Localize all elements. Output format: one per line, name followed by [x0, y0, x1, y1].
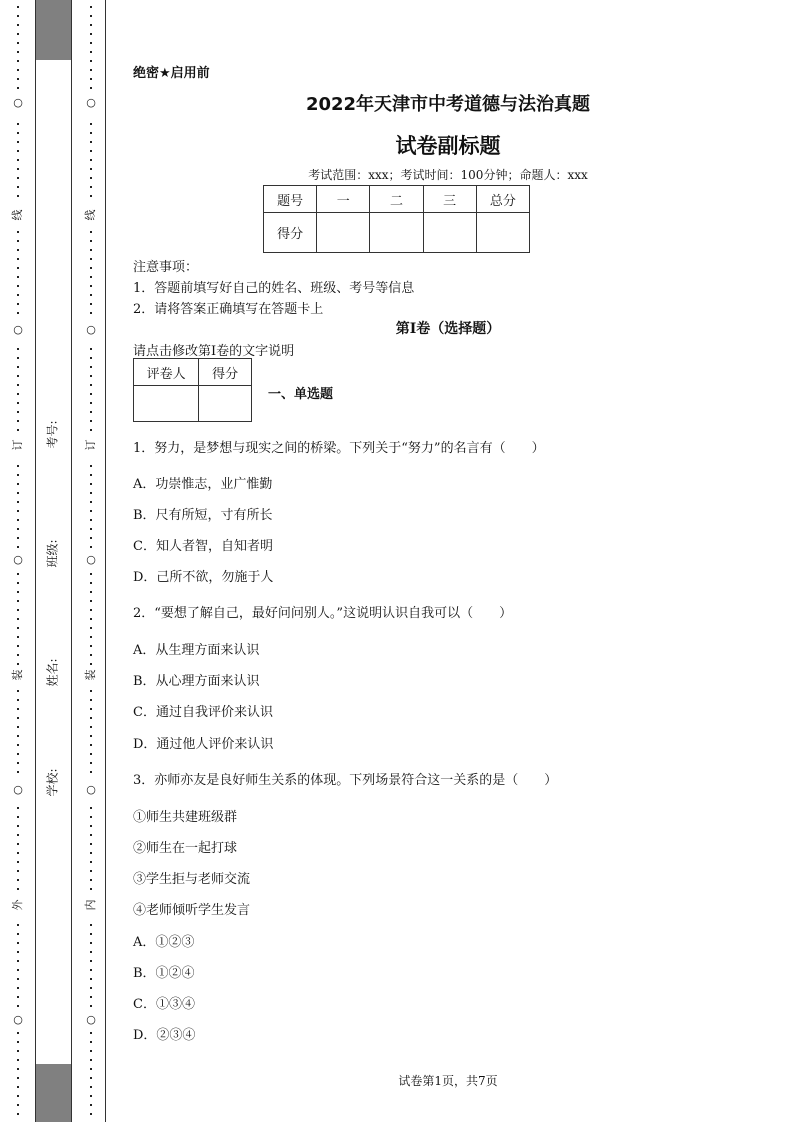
binding-dot [90, 852, 92, 854]
binding-dot [90, 483, 92, 485]
binding-dot [17, 411, 19, 413]
binding-dot [17, 402, 19, 404]
binding-dot [17, 690, 19, 692]
binding-dot [17, 465, 19, 467]
binding-dot [90, 33, 92, 35]
answer-option[interactable]: D．己所不欲，勿施于人 [133, 570, 274, 585]
binding-dot [90, 645, 92, 647]
binding-dot [17, 933, 19, 935]
binding-dot [90, 501, 92, 503]
binding-dot [17, 1113, 19, 1115]
section-heading: 一、单选题 [268, 387, 334, 402]
binding-dot [90, 960, 92, 962]
field-class: 班级: [45, 539, 60, 568]
binding-dot [17, 519, 19, 521]
binding-dot [90, 258, 92, 260]
binding-dot [17, 510, 19, 512]
binding-dot [17, 951, 19, 953]
binding-dot [17, 420, 19, 422]
binding-dot [17, 429, 19, 431]
binding-dot [90, 366, 92, 368]
binding-dot [90, 942, 92, 944]
binding-dot [90, 402, 92, 404]
binding-dot [17, 42, 19, 44]
binding-dot [17, 861, 19, 863]
binding-dot [90, 753, 92, 755]
field-name: 姓名: [45, 658, 60, 687]
inner-binding-mark: ○ [86, 1013, 96, 1026]
binding-dot [90, 816, 92, 818]
field-school: 学校: [45, 768, 60, 797]
binding-dot [17, 78, 19, 80]
binding-dot [17, 186, 19, 188]
exam-subtitle: 试卷副标题 [395, 134, 501, 158]
binding-dot [90, 699, 92, 701]
binding-dot [90, 267, 92, 269]
binding-dot [17, 870, 19, 872]
field-exam-number: 考号: [45, 420, 60, 449]
binding-dot [17, 240, 19, 242]
binding-dot [17, 807, 19, 809]
answer-option[interactable]: D．②③④ [133, 1028, 196, 1043]
answer-option[interactable]: B．从心理方面来认识 [133, 674, 260, 689]
binding-dot [90, 348, 92, 350]
binding-dot [90, 870, 92, 872]
score-row-label: 得分 [264, 213, 317, 253]
binding-dot [17, 753, 19, 755]
binding-dot [90, 690, 92, 692]
question-item: ④老师倾听学生发言 [133, 903, 251, 918]
binding-dot [17, 960, 19, 962]
binding-dot [17, 726, 19, 728]
binding-dot [17, 618, 19, 620]
binding-dot [90, 807, 92, 809]
binding-dot [90, 1059, 92, 1061]
binding-dot [17, 492, 19, 494]
binding-dot [90, 78, 92, 80]
answer-option[interactable]: D．通过他人评价来认识 [133, 737, 274, 752]
binding-dot [90, 312, 92, 314]
binding-dot [17, 15, 19, 17]
binding-dot [90, 582, 92, 584]
grader-cell[interactable] [134, 386, 199, 422]
binding-dot [17, 888, 19, 890]
binding-dot [90, 726, 92, 728]
binding-dot [90, 429, 92, 431]
answer-option[interactable]: A．①②③ [133, 935, 195, 950]
binding-dot [17, 1050, 19, 1052]
binding-dot [17, 852, 19, 854]
answer-option[interactable]: A．功崇惟志，业广惟勤 [133, 477, 273, 492]
binding-dot [17, 699, 19, 701]
binding-dot [17, 528, 19, 530]
binding-dot [17, 636, 19, 638]
inner-binding-mark: ○ [86, 323, 96, 336]
binding-dot [90, 465, 92, 467]
binding-dot [17, 1104, 19, 1106]
binding-dot [17, 762, 19, 764]
binding-dot [90, 708, 92, 710]
binding-dot [90, 537, 92, 539]
binding-dot [90, 609, 92, 611]
score-header-cell: 三 [423, 186, 476, 213]
binding-dot [90, 663, 92, 665]
binding-dot [17, 483, 19, 485]
binding-dot [90, 825, 92, 827]
binding-dot [17, 69, 19, 71]
binding-dot [90, 987, 92, 989]
binding-dot [17, 6, 19, 8]
binding-dot [17, 645, 19, 647]
binding-dot [17, 609, 19, 611]
question-stem: 2．“要想了解自己，最好问问别人。”这说明认识自我可以（ ） [133, 606, 513, 621]
exam-title: 2022年天津市中考道德与法治真题 [305, 94, 591, 115]
binding-dot [17, 60, 19, 62]
binding-dot [17, 1032, 19, 1034]
binding-dot [17, 312, 19, 314]
binding-dot [90, 1005, 92, 1007]
binding-dot [17, 717, 19, 719]
question-stem: 3．亦师亦友是良好师生关系的体现。下列场景符合这一关系的是（ ） [133, 773, 558, 788]
binding-dot [17, 825, 19, 827]
binding-dot [90, 996, 92, 998]
inner-binding-mark: ○ [86, 783, 96, 796]
score-header-cell: 总分 [476, 186, 529, 213]
binding-dot [90, 51, 92, 53]
binding-dot [90, 528, 92, 530]
binding-dot [90, 924, 92, 926]
binding-dot [90, 546, 92, 548]
binding-dot [90, 240, 92, 242]
binding-dot [90, 420, 92, 422]
binding-dot [90, 285, 92, 287]
question-item: ③学生拒与老师交流 [133, 872, 251, 887]
inner-binding-mark: 线 [84, 209, 97, 221]
score-header-cell: 二 [370, 186, 423, 213]
question-item: ①师生共建班级群 [133, 810, 238, 825]
binding-dot [90, 384, 92, 386]
binding-dot [17, 303, 19, 305]
binding-dot [17, 591, 19, 593]
score-table [263, 185, 530, 253]
grader-header-cell: 评卷人 [134, 359, 199, 386]
binding-dot [90, 861, 92, 863]
binding-dot [90, 573, 92, 575]
binding-dot [17, 600, 19, 602]
answer-option[interactable]: B．尺有所短，寸有所长 [133, 508, 273, 523]
binding-dot [90, 510, 92, 512]
outer-binding-mark: ○ [13, 323, 23, 336]
secret-label: 绝密★启用前 [133, 66, 210, 81]
binding-dot [90, 636, 92, 638]
binding-dot [17, 348, 19, 350]
binding-dot [90, 474, 92, 476]
binding-dot [17, 879, 19, 881]
binding-dot [17, 996, 19, 998]
part1-description: 请点击修改第I卷的文字说明 [133, 344, 295, 359]
binding-dot [17, 1068, 19, 1070]
binding-dot [17, 1095, 19, 1097]
outer-binding-mark: 线 [11, 209, 24, 221]
outer-binding-mark: 订 [11, 439, 24, 451]
binding-dot [17, 276, 19, 278]
binding-dot [90, 1032, 92, 1034]
binding-dot [17, 357, 19, 359]
binding-dot [90, 42, 92, 44]
binding-dot [90, 60, 92, 62]
binding-dot [90, 1050, 92, 1052]
binding-dot [17, 969, 19, 971]
binding-dot [90, 600, 92, 602]
binding-dot [17, 384, 19, 386]
binding-dot [17, 627, 19, 629]
binding-dot [90, 744, 92, 746]
inner-binding-mark: ○ [86, 96, 96, 109]
binding-dot [17, 24, 19, 26]
notes-item: 2．请将答案正确填写在答题卡上 [133, 302, 324, 317]
binding-dot [17, 978, 19, 980]
binding-dot [17, 987, 19, 989]
binding-dot [90, 492, 92, 494]
binding-dot [17, 249, 19, 251]
inner-binding-mark: ○ [86, 553, 96, 566]
binding-dot [17, 267, 19, 269]
binding-dot [90, 1104, 92, 1106]
binding-dot [17, 294, 19, 296]
binding-dot [90, 834, 92, 836]
binding-dot [90, 762, 92, 764]
binding-dot [17, 744, 19, 746]
binding-dot [17, 546, 19, 548]
binding-dot [90, 654, 92, 656]
score-header-cell: 题号 [264, 186, 317, 213]
binding-dot [17, 654, 19, 656]
binding-dot [90, 1068, 92, 1070]
binding-dot [90, 375, 92, 377]
binding-dot [90, 24, 92, 26]
binding-dot [17, 942, 19, 944]
score-cell[interactable] [370, 213, 423, 253]
binding-dot [17, 537, 19, 539]
score-cell[interactable] [476, 213, 529, 253]
binding-dot [17, 123, 19, 125]
binding-dot [90, 276, 92, 278]
outer-binding-mark: ○ [13, 96, 23, 109]
score-header-cell: 一 [317, 186, 370, 213]
binding-dot [90, 519, 92, 521]
binding-dot [90, 6, 92, 8]
binding-dot [17, 1005, 19, 1007]
question-stem: 1．努力，是梦想与现实之间的桥梁。下列关于“努力”的名言有（ ） [133, 441, 545, 456]
binding-dot [17, 366, 19, 368]
binding-dot [17, 501, 19, 503]
inner-binding-mark: 装 [84, 669, 97, 681]
outer-binding-mark: ○ [13, 1013, 23, 1026]
binding-dot [17, 924, 19, 926]
binding-dot [17, 834, 19, 836]
binding-dot [17, 33, 19, 35]
answer-option[interactable]: B．①②④ [133, 966, 195, 981]
binding-dot [17, 843, 19, 845]
binding-dot [17, 1059, 19, 1061]
question-item: ②师生在一起打球 [133, 841, 238, 856]
binding-dot [17, 231, 19, 233]
outer-binding-mark: 外 [11, 899, 24, 911]
binding-dot [90, 69, 92, 71]
outer-binding-mark: 装 [11, 669, 24, 681]
answer-option[interactable]: C．①③④ [133, 997, 195, 1012]
binding-dot [17, 1041, 19, 1043]
binding-dot [17, 375, 19, 377]
inner-binding-mark: 内 [84, 899, 97, 911]
binding-dot [90, 15, 92, 17]
exam-info: 考试范围：xxx；考试时间：100分钟；命题人：xxx [308, 168, 588, 182]
outer-binding-mark: ○ [13, 783, 23, 796]
answer-option[interactable]: A．从生理方面来认识 [133, 643, 260, 658]
binding-dot [90, 186, 92, 188]
binding-dot [90, 843, 92, 845]
answer-option[interactable]: C．通过自我评价来认识 [133, 705, 273, 720]
binding-dot [17, 582, 19, 584]
binding-dot [17, 87, 19, 89]
binding-dot [17, 393, 19, 395]
score-cell[interactable] [423, 213, 476, 253]
binding-dot [90, 294, 92, 296]
score-cell[interactable] [317, 213, 370, 253]
binding-dot [90, 249, 92, 251]
grader-table [133, 358, 252, 422]
binding-dot [90, 717, 92, 719]
binding-dot [90, 231, 92, 233]
binding-dot [17, 258, 19, 260]
binding-dot [17, 51, 19, 53]
binding-dot [17, 771, 19, 773]
binding-dot [90, 357, 92, 359]
part1-title: 第I卷（选择题） [395, 321, 501, 337]
binding-dot [90, 1041, 92, 1043]
binding-dot [17, 195, 19, 197]
page-footer: 试卷第1页，共7页 [398, 1074, 498, 1088]
notes-heading: 注意事项： [133, 260, 199, 275]
binding-dot [90, 123, 92, 125]
binding-dot [17, 573, 19, 575]
binding-dot [90, 303, 92, 305]
binding-dot [17, 708, 19, 710]
binding-gray-top [36, 0, 71, 60]
binding-dot [90, 969, 92, 971]
grader-cell[interactable] [199, 386, 252, 422]
binding-dot [90, 87, 92, 89]
binding-dot [90, 1095, 92, 1097]
binding-dot [90, 978, 92, 980]
outer-binding-mark: ○ [13, 553, 23, 566]
binding-dot [90, 618, 92, 620]
notes-item: 1．答题前填写好自己的姓名、班级、考号等信息 [133, 281, 415, 296]
binding-dot [17, 816, 19, 818]
binding-dot [90, 195, 92, 197]
binding-dot [90, 393, 92, 395]
binding-dot [90, 735, 92, 737]
binding-dot [17, 735, 19, 737]
answer-option[interactable]: C．知人者智，自知者明 [133, 539, 273, 554]
binding-dot [17, 663, 19, 665]
binding-dot [90, 411, 92, 413]
binding-dot [90, 951, 92, 953]
binding-dot [90, 771, 92, 773]
binding-dot [90, 627, 92, 629]
inner-binding-mark: 订 [84, 439, 97, 451]
binding-dot [90, 879, 92, 881]
binding-dot [90, 933, 92, 935]
grader-header-cell: 得分 [199, 359, 252, 386]
binding-dot [90, 1113, 92, 1115]
binding-dot [17, 474, 19, 476]
binding-dot [17, 285, 19, 287]
binding-dot [90, 888, 92, 890]
binding-dot [90, 591, 92, 593]
